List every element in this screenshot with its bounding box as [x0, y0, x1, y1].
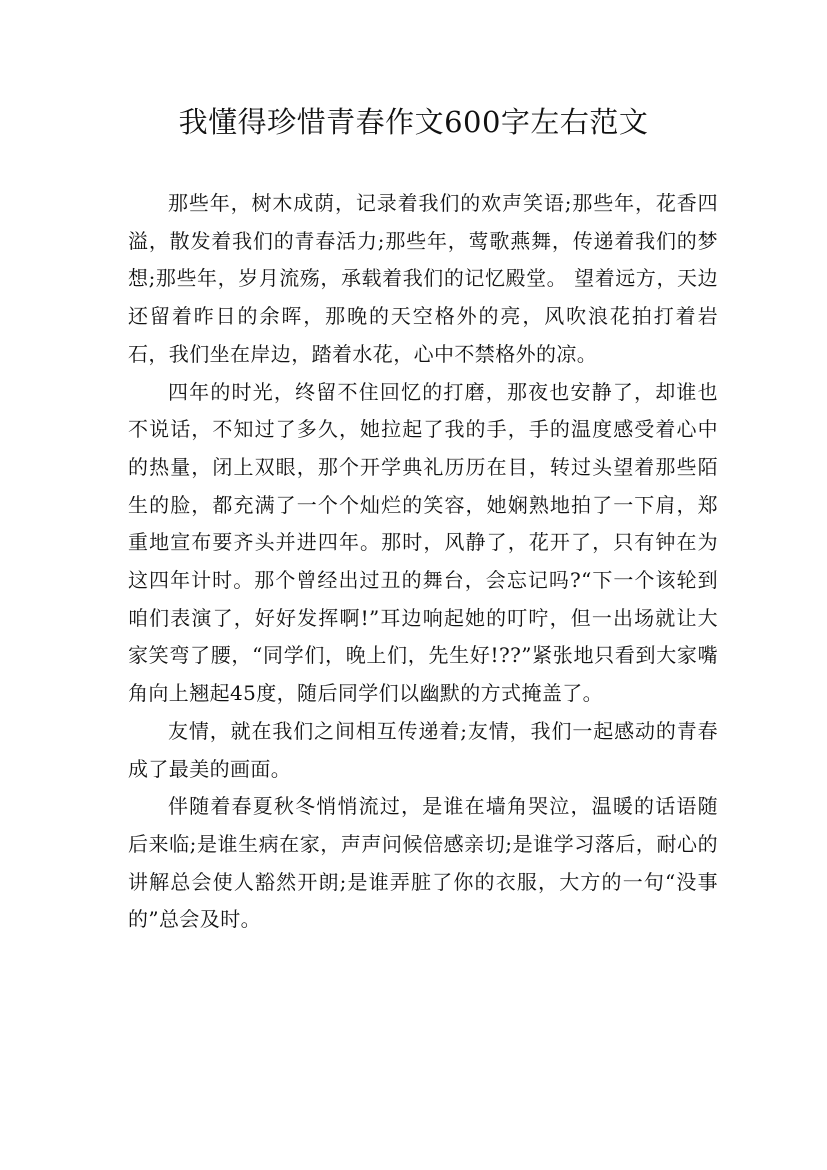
paragraph-2: 四年的时光，终留不住回忆的打磨，那夜也安静了，却谁也不说话，不知过了多久，她拉起了我的手，手的温度感受着心中的热量，闭上双眼，那个开学典礼历历在目，转过头望着那些陌生的脸，都充满了一个个灿烂的笑容，她娴熟地拍了一下肩，郑重地宣布要齐头并进四年。那时，风静了，花开了，只有钟在为这四年计时。那个曾经出过丑的舞台，会忘记吗?“下一个该轮到咱们表演了，好好发挥啊!”耳边响起她的叮咛，但一出场就让大家笑弯了腰，“同学们，晚上们，先生好!??”紧张地只看到大家嘴角向上翘起45度，随后同学们以幽默的方式掩盖了。 — [128, 379, 718, 706]
paragraph-1: 那些年，树木成荫，记录着我们的欢声笑语;那些年，花香四溢，散发着我们的青春活力;那些年，莺歌燕舞，传递着我们的梦想;那些年，岁月流殇，承载着我们的记忆殿堂。 望着远方，天边还留着昨日的余晖，那晚的天空格外的亮，风吹浪花拍打着岩石，我们坐在岸边，踏着水花，心中不禁格外的凉。 — [128, 191, 718, 366]
article-body — [128, 185, 718, 939]
page-title: 我懂得珍惜青春作文600字左右范文 — [178, 105, 649, 139]
paragraph-3: 友情，就在我们之间相互传递着;友情，我们一起感动的青春成了最美的画面。 — [128, 718, 718, 781]
paragraph-4: 伴随着春夏秋冬悄悄流过，是谁在墙角哭泣，温暖的话语随后来临;是谁生病在家，声声问候倍感亲切;是谁学习落后，耐心的讲解总会使人豁然开朗;是谁弄脏了你的衣服，大方的一句“没事的”总会及时。 — [128, 794, 718, 932]
